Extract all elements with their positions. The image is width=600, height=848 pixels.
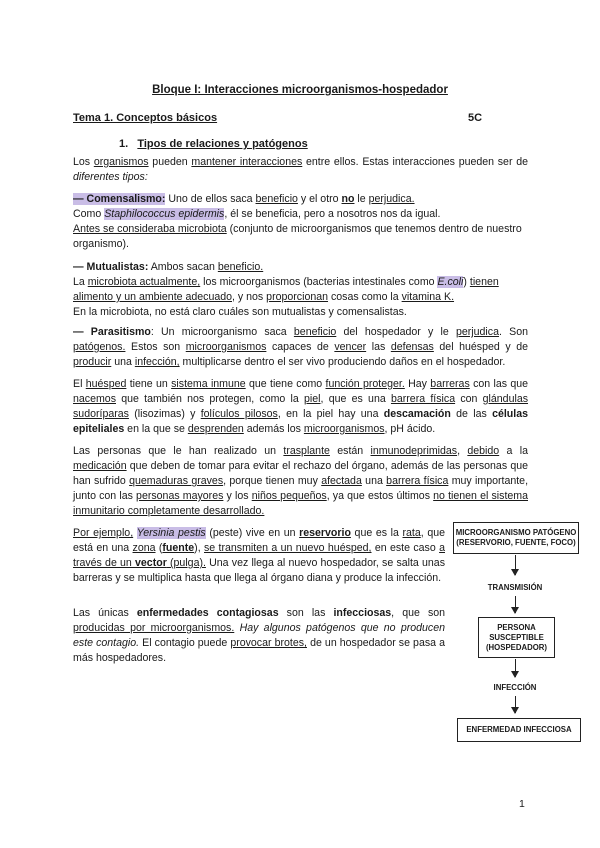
text-run: función proteger. (325, 378, 405, 390)
parasitismo-paragraph (73, 325, 528, 370)
comensalismo-paragraph (73, 192, 528, 252)
diagram-arrow-down-icon (515, 555, 516, 575)
text-run: Hay algunos patógenos que no producen este contagio. (73, 622, 445, 649)
text-run: E.coli (437, 276, 464, 288)
personas-paragraph (73, 444, 528, 519)
text-run: barrera física (390, 393, 456, 405)
text-run: rata (402, 527, 421, 539)
text-run: infecciosas (333, 607, 392, 619)
text-run: Estos son (125, 341, 186, 353)
text-run: , porque tienen muy (223, 475, 322, 487)
text-run: (peste) vive en un (205, 527, 300, 539)
text-run: desprenden (187, 423, 244, 435)
text-run: beneficio (293, 326, 337, 338)
text-run: microorganismos (303, 423, 385, 435)
text-run: , él se beneficia, pero a nosotros nos da igual. (224, 208, 441, 220)
text-run: sistema inmune (171, 378, 246, 390)
text-run: enfermedades contagiosas (136, 607, 279, 619)
text-run: le (354, 193, 369, 205)
text-run: fuente (162, 542, 195, 554)
text-run: y el otro (297, 193, 342, 205)
text-run: no (341, 193, 355, 205)
mutualistas-paragraph (73, 260, 528, 320)
text-run: — Mutualistas: (73, 261, 149, 273)
topic-code: 5C (468, 112, 483, 124)
text-run: perjudica. (368, 193, 415, 205)
highlight (73, 193, 165, 205)
text-run: , que son (391, 607, 446, 619)
text-run: multiplicarse dentro el ser vivo produciendo daños en el hospedador. (179, 356, 506, 368)
diagram-box-host: PERSONA SUSCEPTIBLE (HOSPEDADOR) (478, 617, 555, 658)
text-run: no tienen el sistema inmunitario completamente desarrollado. (73, 490, 528, 517)
text-run: de las (450, 408, 493, 420)
text-run: de un hospedador se pasa a más hospedadores. (73, 637, 445, 664)
text-run: proporcionan (266, 291, 329, 303)
text-run: Hay (404, 378, 431, 390)
text-run: — Parasitismo (73, 326, 151, 338)
text-run: piel (304, 393, 321, 405)
text-run: , (457, 445, 468, 457)
text-run: vitamina K. (401, 291, 455, 303)
text-run: microorganismos (185, 341, 267, 353)
text-run: Staphilococcus epidermis (104, 208, 225, 220)
section-title: Tipos de relaciones y patógenos (137, 138, 308, 150)
text-run: (lisozimas) y (128, 408, 201, 420)
ejemplo-paragraph (73, 526, 445, 586)
text-run: capaces de (266, 341, 335, 353)
text-run: en este caso (371, 542, 440, 554)
text-run: huésped (85, 378, 127, 390)
text-run: Ambos sacan (148, 261, 218, 273)
diagram-arrow-down-icon (515, 696, 516, 713)
intro-paragraph (73, 155, 528, 185)
text-run: , que es una (320, 393, 391, 405)
text-run: folículos pilosos (200, 408, 278, 420)
text-run: a la (499, 445, 528, 457)
text-run: nacemos (73, 393, 116, 405)
text-run: entre ellos. Estas interacciones pueden ser de (302, 156, 528, 168)
text-run: medicación (73, 460, 127, 472)
text-run: Las únicas (73, 607, 137, 619)
text-run: tiene un (126, 378, 172, 390)
text-run: pueden (148, 156, 192, 168)
diagram-arrow-down-icon (515, 596, 516, 613)
text-run: además los (243, 423, 304, 435)
text-run: y los (223, 490, 252, 502)
text-run: El contagio puede (139, 637, 231, 649)
text-run: . Son (498, 326, 528, 338)
text-run: , que está en una (73, 527, 445, 554)
text-run: quemaduras graves (129, 475, 224, 487)
text-run: con las que (469, 378, 528, 390)
text-run: barreras (430, 378, 470, 390)
text-run: (pulga). (166, 557, 206, 569)
text-run: los microorganismos (bacterias intestinales como (200, 276, 438, 288)
text-run: — Comensalismo: (73, 193, 166, 205)
text-run: afectada (321, 475, 362, 487)
text-run: las (366, 341, 391, 353)
text-run: Como (73, 208, 105, 220)
topic-heading: Tema 1. Conceptos básicos (73, 112, 218, 124)
text-run: están (329, 445, 371, 457)
text-run: Uno de ellos saca (165, 193, 256, 205)
text-run: beneficio. (217, 261, 264, 273)
huesped-paragraph (73, 377, 528, 437)
section-number: 1. (119, 138, 129, 150)
page-number: 1 (519, 798, 525, 810)
text-run: ) (463, 276, 470, 288)
text-run: descamación (383, 408, 451, 420)
text-run: Una vez llega al nuevo hospedador, se salta unas barreras y se multiplica hasta que llega al órgano diana y produce la infección. (73, 557, 445, 584)
text-run: patógenos. (73, 341, 126, 353)
text-run: perjudica (455, 326, 499, 338)
text-run: : Un microorganismo saca (150, 326, 294, 338)
text-run: son las (278, 607, 334, 619)
text-run: niños pequeños (251, 490, 327, 502)
diagram-step-infeccion: INFECCIÓN (493, 683, 537, 692)
text-run: Los (73, 156, 94, 168)
contagiosas-paragraph (73, 606, 445, 666)
text-run: cosas como la (328, 291, 402, 303)
text-run: muy importante, junto con las (73, 475, 529, 502)
text-run: beneficio (255, 193, 298, 205)
text-run: vencer (334, 341, 367, 353)
text-run: que también nos protegen, como la (116, 393, 305, 405)
diagram-box-pathogen: MICROORGANISMO PATÓGENO (RESERVORIO, FUENTE, FOCO) (453, 522, 579, 554)
text-run: , en la piel hay una (277, 408, 384, 420)
text-run: inmunodeprimidas (370, 445, 458, 457)
text-run: , pH ácido. (384, 423, 436, 435)
text-run: del hospedador y le (336, 326, 456, 338)
text-run: trasplante (283, 445, 330, 457)
text-run: se transmiten a un nuevo huésped, (204, 542, 372, 554)
text-run: microbiota actualmente, (87, 276, 201, 288)
text-run: defensas (390, 341, 434, 353)
text-run: (conjunto de microorganismos que tenemos dentro de nuestro organismo). (73, 223, 522, 250)
text-run: Yersinia pestis (136, 527, 206, 539)
text-run: una (111, 356, 135, 368)
text-run: que deben de tomar para evitar el rechazo del órgano, además de las personas que han sufrido (73, 460, 528, 487)
document-title: Bloque I: Interacciones microorganismos-hospedador (152, 84, 448, 96)
section-heading (119, 138, 308, 150)
text-run: ( (155, 542, 163, 554)
text-run: mantener interacciones (191, 156, 303, 168)
text-run: tienen alimento y un ambiente adecuado (73, 276, 499, 303)
text-run: infección, (134, 356, 180, 368)
text-run: , ya que estos últimos (326, 490, 434, 502)
text-run: organismos (93, 156, 149, 168)
text-run: provocar brotes, (230, 637, 307, 649)
text-run: La (73, 276, 88, 288)
text-run: zona (132, 542, 156, 554)
text-run: Las personas que le han realizado un (73, 445, 284, 457)
text-run: que es la (350, 527, 403, 539)
text-run: glándulas sudoríparas (73, 393, 529, 420)
text-run: personas mayores (136, 490, 224, 502)
diagram-box-disease: ENFERMEDAD INFECCIOSA (457, 718, 581, 742)
text-run: , y nos (232, 291, 267, 303)
text-run: del huésped y de (433, 341, 528, 353)
text-run: una (361, 475, 387, 487)
diagram-arrow-down-icon (515, 659, 516, 677)
text-run: con (455, 393, 483, 405)
text-run: vector (135, 557, 167, 569)
text-run: producir (73, 356, 112, 368)
text-run: que tiene como (245, 378, 326, 390)
text-run: ), (194, 542, 204, 554)
text-run: a través de un (73, 542, 445, 569)
text-run: Por ejemplo, (73, 527, 134, 539)
text-run: El (73, 378, 86, 390)
text-run: reservorio (299, 527, 351, 539)
text-run: barrera física (386, 475, 449, 487)
text-run: producidas por microorganismos. (73, 622, 235, 634)
text-run: células epiteliales (73, 408, 528, 435)
text-run: Antes se consideraba microbiota (73, 223, 227, 235)
text-run: en la que se (124, 423, 188, 435)
text-run: diferentes tipos: (73, 171, 148, 183)
text-run: En la microbiota, no está claro cuáles son mutualistas y comensalistas. (73, 306, 407, 318)
text-run: debido (467, 445, 500, 457)
diagram-step-transmision: TRANSMISIÓN (487, 583, 543, 592)
